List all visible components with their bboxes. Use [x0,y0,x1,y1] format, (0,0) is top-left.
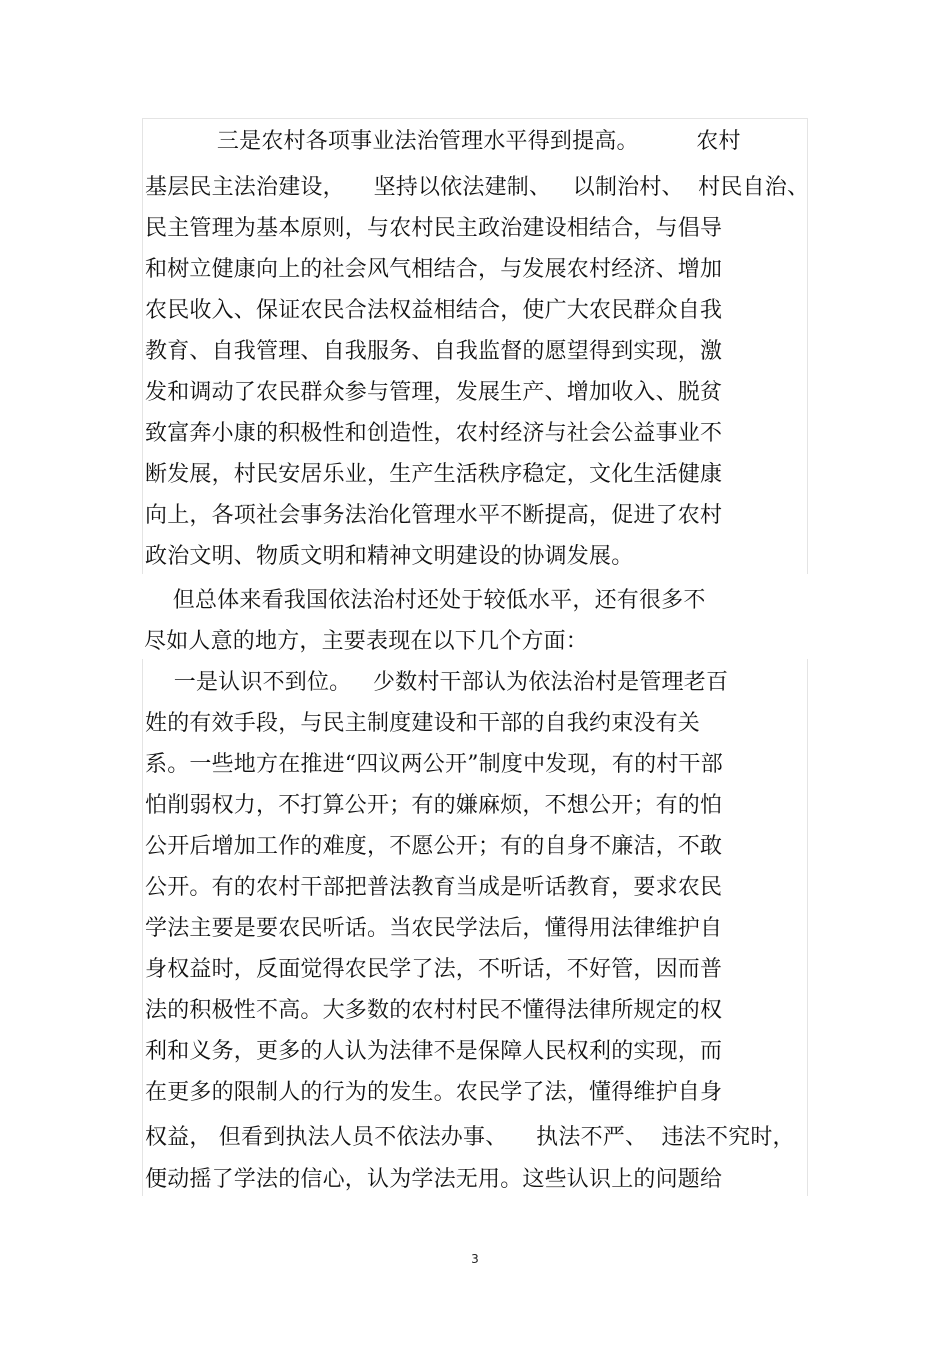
text-line: 致富奔小康的积极性和创造性，农村经济与社会公益事业不 [145,421,723,446]
text-line: 发和调动了农民群众参与管理，发展生产、增加收入、脱贫 [145,380,723,405]
text-line: 一是认识不到位。 少数村干部认为依法治村是管理老百 [145,670,729,695]
text-line: 三是农村各项事业法治管理水平得到提高。 农村 [145,129,741,154]
text-line: 身权益时，反面觉得农民学了法，不听话，不好管，因而普 [145,957,723,982]
text-line: 民主管理为基本原则，与农村民主政治建设相结合，与倡导 [145,216,723,241]
text-line: 断发展，村民安居乐业，生产生活秩序稳定，文化生活健康 [145,462,723,487]
paragraph-rural-rule-of-law [142,118,808,574]
page-number: 3 [471,1252,479,1266]
text-line: 但总体来看我国依法治村还处于较低水平，还有很多不 [144,588,706,613]
paragraph-lack-of-awareness [142,659,808,1196]
text-line: 向上，各项社会事务法治化管理水平不断提高，促进了农村 [145,503,723,528]
text-line: 尽如人意的地方，主要表现在以下几个方面： [144,629,589,654]
text-line: 权益， 但看到执法人员不依法办事、 执法不严、 违法不究时， [145,1125,795,1150]
text-line: 系。一些地方在推进“四议两公开”制度中发现，有的村干部 [145,752,723,777]
text-line: 农民收入、保证农民合法权益相结合，使广大农民群众自我 [145,298,723,323]
text-line: 公开。有的农村干部把普法教育当成是听话教育，要求农民 [145,875,723,900]
text-line: 怕削弱权力，不打算公开；有的嫌麻烦，不想公开；有的怕 [145,793,723,818]
text-line: 和树立健康向上的社会风气相结合，与发展农村经济、增加 [145,257,723,282]
text-line: 便动摇了学法的信心，认为学法无用。这些认识上的问题给 [145,1167,723,1192]
text-line: 基层民主法治建设， 坚持以依法建制、 以制治村、 村民自治、 [145,175,810,200]
text-line: 利和义务，更多的人认为法律不是保障人民权利的实现，而 [145,1039,723,1064]
text-line: 在更多的限制人的行为的发生。农民学了法，懂得维护自身 [145,1080,723,1105]
text-line: 政治文明、物质文明和精神文明建设的协调发展。 [145,544,634,569]
text-line: 学法主要是要农民听话。当农民学法后，懂得用法律维护自 [145,916,723,941]
text-line: 教育、自我管理、自我服务、自我监督的愿望得到实现，激 [145,339,723,364]
text-line: 公开后增加工作的难度，不愿公开；有的自身不廉洁，不敢 [145,834,723,859]
paragraph-overall-assessment [142,585,808,657]
text-line: 姓的有效手段，与民主制度建设和干部的自我约束没有关 [145,711,701,736]
text-line: 法的积极性不高。大多数的农村村民不懂得法律所规定的权 [145,998,723,1023]
